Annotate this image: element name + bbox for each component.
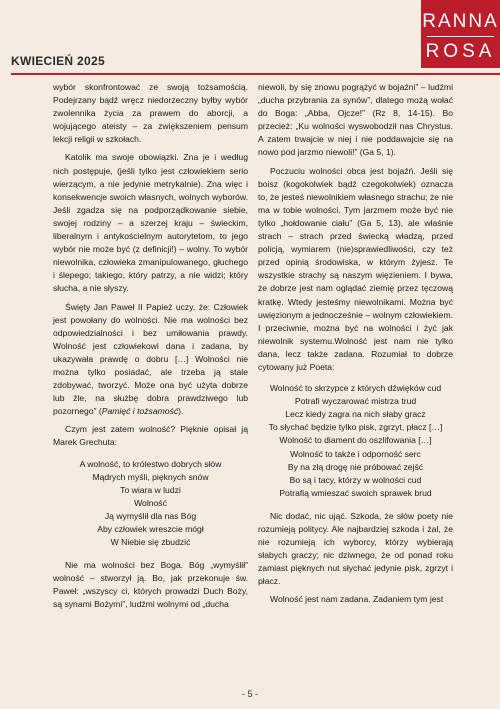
logo-line-1: RANNA [422, 11, 499, 32]
issue-date: KWIECIEŃ 2025 [11, 54, 105, 68]
poem-line: Aby człowiek wreszcie mógł [97, 524, 204, 534]
poem-line: Ją wymyślił dla nas Bóg [104, 510, 197, 521]
header-rule [11, 73, 500, 75]
poem-line: To słychać będzie tylko pisk, zgrzyt, płacz […] [268, 422, 443, 433]
poem-stanza [53, 458, 248, 550]
poem-line: Lecz kiedy zagra na nich słaby gracz [285, 409, 426, 420]
poem-line: Potrafi wyczarować mistrza trud [294, 396, 417, 407]
logo-line-2: ROSA [425, 41, 496, 62]
paragraph: Katolik ma swoje obowiązki. Zna je i według nich postępuje, (jeśli tylko jest człowiekiem serio wierzącym, a nie jedynie metrykalnie). Zna więc i konsekwencje swoich własnych, wolnych wyborów. Jeśli zgadza się na podporządkowanie siebie, swojej rodziny – a szerzej kraju – świeckim, liberalnym i antykościelnym autorytetom, to jego wybór nie może być (z definicji!) – wolny. To wybór niewolnika, człowieka zmanipulowanego, głuchego i ślepego; takiego, który patrzy, a nie widzi; który słucha, a nie słyszy. [53, 152, 248, 294]
poem-line: Wolność to skrzypce z których dźwięków cud [269, 383, 442, 394]
paragraph: Wolność jest nam zadana. Zadaniem tym jest [270, 594, 444, 605]
left-column [53, 81, 248, 617]
paragraph: Nie ma wolności bez Boga. Bóg „wymyślił” wolność – stworzył ją. Bo, jak przekonuje św. Paweł: „wszyscy ci, których prowadzi Duch Boży, są synami Bożymi”, ludźmi wolnymi od „ducha [53, 560, 248, 610]
book-title: Pamięć i tożsamość [101, 406, 179, 417]
poem-line: A wolność, to królestwo dobrych słów [79, 458, 222, 469]
poem-line: Bo są i tacy, którzy w wolności cud [289, 474, 422, 485]
poem-line: Wolność to diament do oszlifowania […] [279, 435, 432, 446]
poem-line: Mądrych myśli, pięknych snów [92, 471, 209, 482]
poem-line: Wolność to także i odporność serc [290, 448, 421, 459]
magazine-logo [421, 0, 500, 68]
right-column [258, 81, 453, 612]
poem-stanza [258, 382, 453, 500]
poem-line: To wiara w ludzi [120, 484, 181, 495]
paragraph-quote: Święty Jan Paweł II Papież uczy, że: Człowiek jest powołany do wolności. Nie ma wolności bez odpowiedzialności i bez umiłowania prawdy. Wolność jest człowiekowi dana i zadana, by ukazywała prawdę o dobru […] Wolności nie można tylko posiadać, ale trzeba ją stale zdobywać, tworzyć. Może ona być użyta dobrze lub źle, na służbę dobra prawdziwego lub pozornego” (Pamięć i tożsamość). [53, 301, 248, 417]
paragraph: niewoli, by się znowu pogrążyć w bojaźni” – ludźmi „ducha przybrania za synów”, dlatego możą wołać do Boga: „Abba, Ojcze!” (Rz 8, 14-15). Bo przecież: „Ku wolności wyswobodził nas Chrystus. A zatem trwajcie w niej i nie poddawajcie się na nowo pod jarzmo niewoli!” (Ga 5, 1). [258, 82, 453, 158]
logo-divider [427, 36, 494, 37]
poem-line: Wolność [134, 497, 167, 508]
poem-line: Potrafią wmieszać swoich sprawek brud [279, 487, 432, 498]
paragraph: Czym jest zatem wolność? Pięknie opisał ją Marek Grechuta: [53, 424, 248, 448]
paragraph: wybór skonfrontować ze swoją tożsamością. Podejrzany bądź wręcz niedorzeczny byłby wybór zwolennika życia za prawem do aborcji, a wojującego ateisty – za zwiększeniem pensum lekcji religii w szkołach. [53, 82, 248, 145]
poem-line: By na złą drogę nie próbować zejść [287, 461, 424, 472]
page-number: - 5 - [241, 689, 258, 699]
paragraph: Nic dodać, nic ująć. Szkoda, że słów poety nie rozumieją politycy. Ale najbardziej szkoda i żal, że nie rozumieją ich wyborcy, którzy wybierają słabych graczy; nic dziwnego, że od ponad roku zamiast pięknych nut słychać jedynie pisk, zgrzyt i płacz. [258, 510, 453, 587]
paragraph: Poczuciu wolności obca jest bojaźń. Jeśli się boisz (kogokolwiek bądź czegokolwiek) oznacza to, że jesteś niewolnikiem własnego strachu; że nie ma w tobie wolności. Tym jarzmem może być nie tylko „hołdowanie ciału” (Ga 5, 13), ale właśnie strach – strach przed świecką władzą, przed policją, wymiarem (nie)sprawiedliwości, czy też przed opinią środowiska, w którym żyjesz. Te wszystkie strachy są naszym więzieniem. I bywa, że dobrze jest nam oglądać ziemię przez tęczową kratkę. Wtedy jesteśmy niewolnikami. Można być uwięzionym a jednocześnie – wolnym człowiekiem. I przeciwnie, można być na wolności i żyć jak niewolnik systemu.Wolność jest nam nie tylko dana, lecz także zadana. Rozumiał to dobrze cytowany już Poeta: [258, 165, 453, 372]
poem-line: W Niebie się zbudzić [110, 537, 191, 548]
